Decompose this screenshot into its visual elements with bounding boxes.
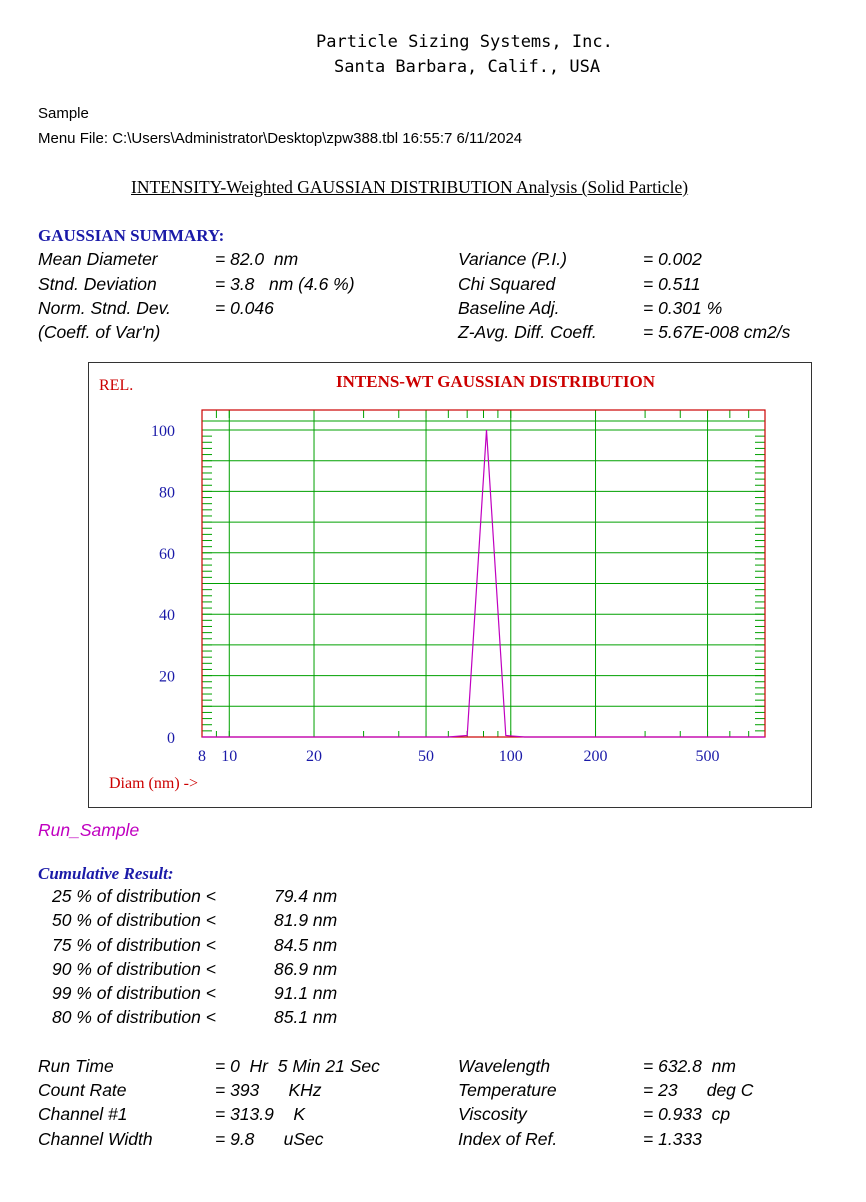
cumulative-row-label: 75 % of distribution < [52,935,216,955]
run-info-right-value: = 632.8 nm [643,1056,736,1076]
run-info-left-value: = 9.8 uSec [215,1129,324,1149]
run-label: Run_Sample [38,820,140,840]
cumulative-row-label: 90 % of distribution < [52,959,216,979]
summary-left-label: Mean Diameter [38,249,158,269]
summary-left-value: = 0.046 [215,298,274,318]
run-info-left-label: Channel Width [38,1129,153,1149]
run-info-left-label: Count Rate [38,1080,127,1100]
plot-frame [202,410,765,737]
cumulative-row-value: 85.1 nm [274,1007,338,1027]
run-info-right-label: Index of Ref. [458,1129,558,1149]
summary-right-label: Variance (P.I.) [458,249,567,269]
cumulative-row-value: 86.9 nm [274,959,338,979]
summary-right-label: Chi Squared [458,274,556,294]
company-location: Santa Barbara, Calif., USA [334,57,601,77]
x-tick-label: 10 [221,748,238,765]
y-tick-label: 0 [167,730,175,747]
run-info-right-label: Temperature [458,1080,557,1100]
summary-left-value: = 82.0 nm [215,249,299,269]
summary-right-value: = 0.511 [643,274,701,294]
run-info-left-value: = 393 KHz [215,1080,322,1100]
x-tick-label: 100 [498,748,523,765]
x-axis-label: Diam (nm) -> [109,775,198,792]
run-info-left-value: = 0 Hr 5 Min 21 Sec [215,1056,380,1076]
run-info-right-value: = 1.333 [643,1129,702,1149]
summary-right-label: Baseline Adj. [458,298,560,318]
y-tick-label: 40 [159,607,175,625]
run-info-left-value: = 313.9 K [215,1104,305,1124]
run-info-right-label: Viscosity [458,1104,527,1124]
sample-label: Sample [38,105,89,122]
x-tick-label: 20 [306,748,323,765]
chart-title: INTENS-WT GAUSSIAN DISTRIBUTION [336,372,655,391]
y-tick-label: 20 [159,668,175,686]
gaussian-summary-heading: GAUSSIAN SUMMARY: [38,226,225,245]
cumulative-row-label: 80 % of distribution < [52,1007,216,1027]
x-tick-label: 8 [198,748,206,765]
summary-right-label: Z-Avg. Diff. Coeff. [458,322,597,342]
company-name: Particle Sizing Systems, Inc. [316,32,613,52]
y-tick-label: 60 [159,545,175,563]
summary-left-label: Stnd. Deviation [38,274,157,294]
menu-file-line: Menu File: C:\Users\Administrator\Desktop\zpw388.tbl 16:55:7 6/11/2024 [38,130,523,147]
cumulative-row-value: 81.9 nm [274,910,338,930]
run-info-right-label: Wavelength [458,1056,551,1076]
analysis-title: INTENSITY-Weighted GAUSSIAN DISTRIBUTION Analysis (Solid Particle) [131,177,689,197]
run-info-right-value: = 0.933 cp [643,1104,731,1124]
summary-right-value: = 0.301 % [643,298,723,318]
x-tick-label: 500 [695,748,720,765]
summary-left-value: = 3.8 nm (4.6 %) [215,274,355,294]
cumulative-heading: Cumulative Result: [38,864,174,883]
cumulative-row-label: 25 % of distribution < [52,886,216,906]
cumulative-row-value: 84.5 nm [274,935,338,955]
y-tick-label: 80 [159,484,175,502]
run-info-right-value: = 23 deg C [643,1080,754,1100]
cumulative-row-value: 79.4 nm [274,886,338,906]
y-axis-label: REL. [99,377,134,394]
x-tick-label: 200 [583,748,608,765]
y-tick-label: 100 [151,423,175,440]
x-tick-label: 50 [418,748,435,765]
summary-left-label: Norm. Stnd. Dev. [38,298,171,318]
cumulative-row-value: 91.1 nm [274,983,338,1003]
distribution-chart [88,362,812,808]
run-info-left-label: Channel #1 [38,1104,128,1124]
cumulative-row-label: 99 % of distribution < [52,983,216,1003]
summary-right-value: = 5.67E-008 cm2/s [643,322,791,342]
cumulative-row-label: 50 % of distribution < [52,910,216,930]
summary-right-value: = 0.002 [643,249,702,269]
run-info-left-label: Run Time [38,1056,114,1076]
summary-left-label: (Coeff. of Var'n) [38,322,161,342]
